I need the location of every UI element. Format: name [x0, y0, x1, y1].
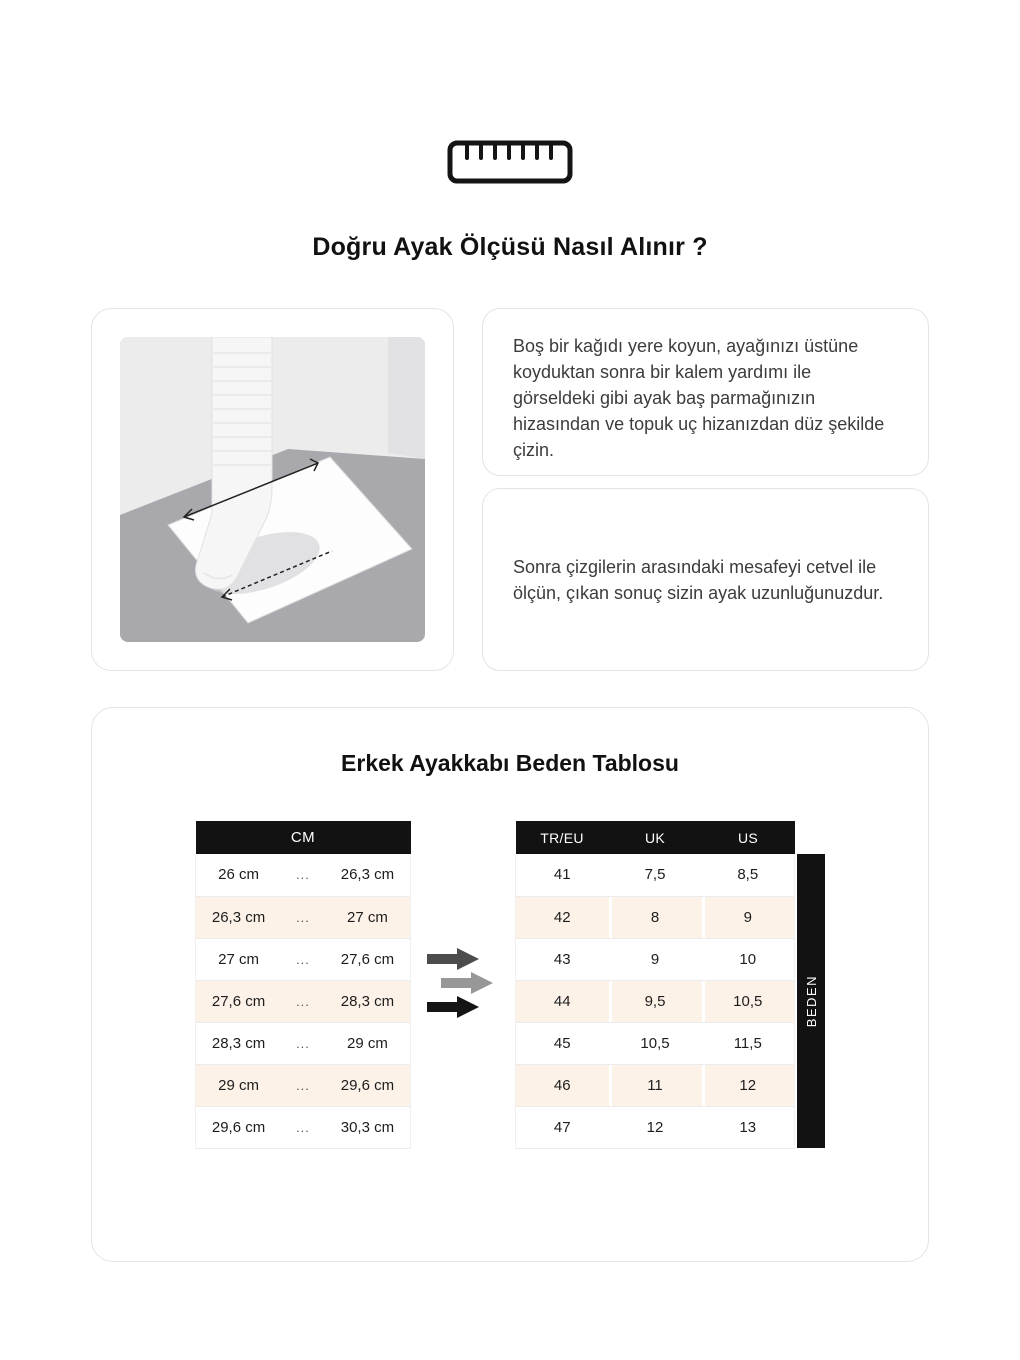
- instruction-text-1: Boş bir kağıdı yere koyun, ayağınızı üstüne koyduktan sonra bir kalem yardımı ile görseldeki gibi ayak baş parmağınızın hizasından ve topuk uç hizanızdan düz şekilde çizin.: [513, 336, 885, 460]
- size-table-row: 47 12 13: [516, 1106, 795, 1148]
- beden-axis-bar: [797, 854, 825, 1148]
- size-table-header-row: [516, 821, 795, 854]
- range-separator: ...: [281, 854, 325, 896]
- range-separator: ...: [281, 938, 325, 980]
- range-separator: ...: [281, 1064, 325, 1106]
- foot-measurement-photo: [120, 337, 425, 642]
- range-separator: ...: [281, 1106, 325, 1148]
- size-table-header-treu: TR/EU: [516, 821, 609, 854]
- instruction-text-2: Sonra çizgilerin arasındaki mesafeyi cetvel ile ölçün, çıkan sonuç sizin ayak uzunluğunuzdur.: [513, 556, 884, 603]
- cm-table-row: 26 cm ... 26,3 cm: [196, 854, 411, 896]
- range-separator: ...: [281, 980, 325, 1022]
- ruler-icon-wrap: [91, 140, 929, 189]
- cm-table: [195, 821, 411, 1149]
- size-table-row: 46 11 12: [516, 1064, 795, 1106]
- measurement-photo-card: [91, 308, 454, 671]
- range-separator: ...: [281, 896, 325, 938]
- size-table-row: 41 7,5 8,5: [516, 854, 795, 896]
- cm-table-row: 29,6 cm ... 30,3 cm: [196, 1106, 411, 1148]
- size-table-row: 44 9,5 10,5: [516, 980, 795, 1022]
- cm-table-row: 27 cm ... 27,6 cm: [196, 938, 411, 980]
- cm-table-row: 26,3 cm ... 27 cm: [196, 896, 411, 938]
- size-table-header-uk: UK: [609, 821, 702, 854]
- instruction-box-1: [482, 308, 929, 476]
- cm-table-row: 27,6 cm ... 28,3 cm: [196, 980, 411, 1022]
- size-conversion-table: [515, 821, 795, 1149]
- instructions-column: [482, 308, 929, 671]
- cm-table-header: CM: [196, 821, 411, 854]
- ruler-icon: [447, 140, 573, 184]
- size-conversion-wrap: [515, 821, 825, 1149]
- size-chart-card: [91, 707, 929, 1262]
- range-separator: ...: [281, 1022, 325, 1064]
- size-table-row: 45 10,5 11,5: [516, 1022, 795, 1064]
- cm-table-row: 29 cm ... 29,6 cm: [196, 1064, 411, 1106]
- instruction-box-2: [482, 488, 929, 671]
- page-title: Doğru Ayak Ölçüsü Nasıl Alınır ?: [312, 233, 708, 261]
- size-table-row: 43 9 10: [516, 938, 795, 980]
- size-table-header-us: US: [702, 821, 795, 854]
- cm-table-row: 28,3 cm ... 29 cm: [196, 1022, 411, 1064]
- size-chart-title: Erkek Ayakkabı Beden Tablosu: [341, 750, 679, 776]
- size-tables-row: [92, 821, 928, 1149]
- size-table-row: 42 8 9: [516, 896, 795, 938]
- conversion-arrows-icon: [425, 948, 501, 1018]
- measurement-section: [91, 308, 929, 671]
- beden-axis-label: BEDEN: [803, 974, 819, 1028]
- size-guide-page: [91, 0, 929, 1262]
- cm-table-header-row: [196, 821, 411, 854]
- conversion-arrows-zone: [411, 821, 515, 1018]
